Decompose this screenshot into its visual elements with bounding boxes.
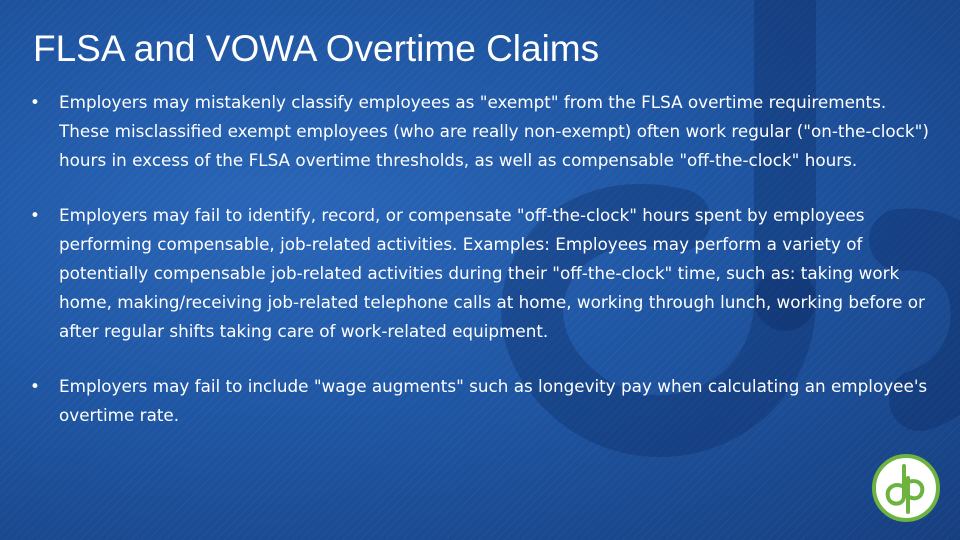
dp-logo-icon (870, 452, 942, 524)
bullet-item (30, 201, 930, 346)
slide-title: FLSA and VOWA Overtime Claims (33, 28, 600, 69)
bullet-text: Employers may fail to include "wage augments" such as longevity pay when calculating an employee's overtime rate. (59, 376, 928, 425)
bullet-marker: • (30, 92, 40, 112)
bullet-marker: • (30, 376, 40, 396)
bullet-item (30, 372, 930, 430)
bullet-list (30, 88, 930, 430)
bullet-text: Employers may mistakenly classify employees as "exempt" from the FLSA overtime requirements. These misclassified exempt employees (who are really non-exempt) often work regular ("on-the-clock") hours in excess of the FLSA overtime thresholds, as well as compensable "off-the-clock" hours. (59, 92, 929, 170)
bullet-text: Employers may fail to identify, record, or compensate "off-the-clock" hours spent by employees performing compensable, job-related activities. Examples: Employees may perform a variety of potentially compensable job-related activities during their "off-the-clock" time, such as: taking work home, making/receiving job-related telephone calls at home, working through lunch, working before or after regular shifts taking care of work-related equipment. (59, 205, 925, 341)
bullet-marker: • (30, 205, 40, 225)
bullet-item (30, 88, 930, 175)
